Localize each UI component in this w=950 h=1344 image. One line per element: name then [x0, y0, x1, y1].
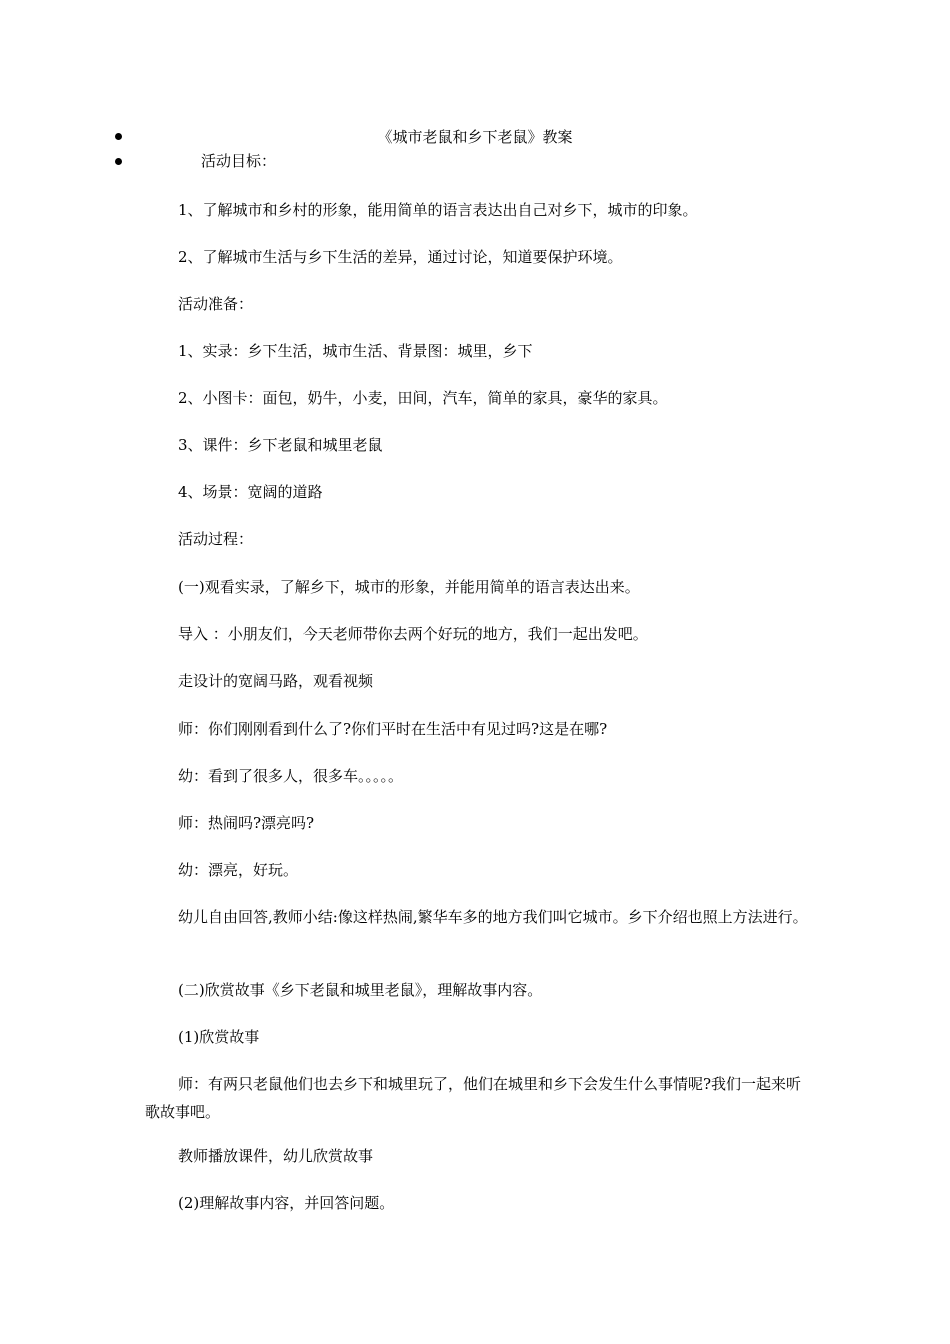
- process-paragraph: 师：你们刚刚看到什么了?你们平时在生活中有见过吗?这是在哪?: [178, 720, 608, 738]
- part2-heading: (二)欣赏故事《乡下老鼠和城里老鼠》，理解故事内容。: [178, 981, 543, 999]
- goal-item: 2、了解城市生活与乡下生活的差异，通过讨论，知道要保护环境。: [178, 248, 623, 266]
- goal-item: 1、了解城市和乡村的形象，能用简单的语言表达出自己对乡下，城市的印象。: [178, 201, 698, 219]
- process-paragraph: 导入 ：小朋友们，今天老师带你去两个好玩的地方，我们一起出发吧。: [178, 625, 648, 643]
- prep-item: 1、实录：乡下生活，城市生活、背景图：城里，乡下: [178, 342, 533, 360]
- process-paragraph: 师：热闹吗?漂亮吗?: [178, 814, 315, 832]
- process-paragraph: 幼：看到了很多人，很多车。。。。。: [178, 767, 404, 785]
- document-title: 《城市老鼠和乡下老鼠》教案: [377, 128, 573, 146]
- section-heading-prep: 活动准备：: [178, 295, 254, 313]
- part2-step: (2)理解故事内容，并回答问题。: [178, 1194, 395, 1212]
- part2-paragraph: 教师播放课件，幼儿欣赏故事: [178, 1147, 374, 1165]
- section-heading-goals: 活动目标：: [201, 152, 277, 170]
- prep-item: 3、课件：乡下老鼠和城里老鼠: [178, 436, 383, 454]
- list-bullet: [115, 158, 122, 165]
- process-paragraph: 走设计的宽阔马路，观看视频: [178, 672, 374, 690]
- prep-item: 4、场景：宽阔的道路: [178, 483, 323, 501]
- process-paragraph: (一)观看实录，了解乡下，城市的形象，并能用简单的语言表达出来。: [178, 578, 640, 596]
- section-heading-process: 活动过程：: [178, 530, 254, 548]
- summary-paragraph: 幼儿自由回答,教师小结:像这样热闹,繁华车多的地方我们叫它城市。乡下介绍也照上方法进行。: [178, 908, 808, 926]
- prep-item: 2、小图卡：面包，奶牛，小麦，田间，汽车，简单的家具，豪华的家具。: [178, 389, 668, 407]
- part2-intro-paragraph: 师：有两只老鼠他们也去乡下和城里玩了，他们在城里和乡下会发生什么事情呢?我们一起来听歌故事吧。: [145, 1075, 802, 1121]
- process-paragraph: 幼：漂亮，好玩。: [178, 861, 299, 879]
- part2-step: (1)欣赏故事: [178, 1028, 260, 1046]
